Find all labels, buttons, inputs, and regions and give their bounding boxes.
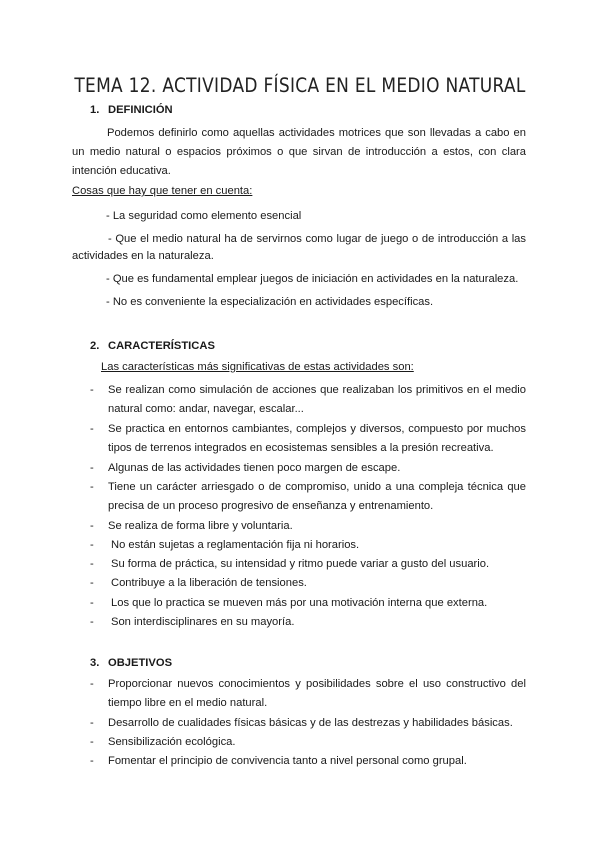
page-title: TEMA 12. ACTIVIDAD FÍSICA EN EL MEDIO NATURAL bbox=[74, 74, 526, 98]
consideration-item-cont: actividades en la naturaleza. bbox=[72, 250, 214, 262]
definition-paragraph: Podemos definirlo como aquellas actividades motrices que son llevadas a cabo en un medio natural o espacios próximos o que sirvan de introducción a estos, con clara intención educativa. bbox=[72, 127, 526, 178]
list-item: - Desarrollo de cualidades físicas básicas y de las destrezas y habilidades básicas. bbox=[90, 717, 513, 729]
list-item: - Los que lo practica se mueven más por una motivación interna que externa. bbox=[90, 597, 488, 609]
list-item: - Proporcionar nuevos conocimientos y posibilidades sobre el uso constructivo del tiempo libre en el medio natural. bbox=[90, 678, 526, 710]
section-heading-objetivos: 3. OBJETIVOS bbox=[90, 657, 173, 669]
list-item: - No están sujetas a reglamentación fija ni horarios. bbox=[90, 539, 360, 551]
list-item: - Se realizan como simulación de acciones que realizaban los primitivos en el medio natural como: andar, navegar, escalar... bbox=[90, 384, 526, 416]
list-item: - Tiene un carácter arriesgado o de compromiso, unido a una compleja técnica que precisa de un proceso progresivo de enseñanza y entrenamiento. bbox=[90, 481, 526, 513]
list-item: - Fomentar el principio de convivencia tanto a nivel personal como grupal. bbox=[90, 755, 467, 767]
list-item: - Son interdisciplinares en su mayoría. bbox=[90, 616, 295, 628]
list-item: - Su forma de práctica, su intensidad y ritmo puede variar a gusto del usuario. bbox=[90, 558, 490, 570]
consideration-item: - Que es fundamental emplear juegos de iniciación en actividades en la naturaleza. bbox=[106, 273, 519, 285]
subheading-caracteristicas: Las características más significativas de estas actividades son: bbox=[101, 361, 414, 373]
list-item: - Contribuye a la liberación de tensiones. bbox=[90, 577, 307, 589]
list-item: - Se practica en entornos cambiantes, complejos y diversos, compuesto por muchos tipos de terrenos integrados en ecosistemas sensibles a la presión recreativa. bbox=[90, 423, 526, 455]
consideration-item: - Que el medio natural ha de servirnos como lugar de juego o de introducción a las bbox=[108, 233, 526, 245]
list-item: - Sensibilización ecológica. bbox=[90, 736, 236, 748]
consideration-item: - La seguridad como elemento esencial bbox=[106, 210, 302, 222]
section-heading-definicion: 1. DEFINICIÓN bbox=[90, 104, 173, 116]
section-heading-caracteristicas: 2. CARACTERÍSTICAS bbox=[90, 340, 215, 352]
subheading-cosas: Cosas que hay que tener en cuenta: bbox=[72, 185, 253, 197]
list-item: - Se realiza de forma libre y voluntaria. bbox=[90, 520, 293, 532]
list-item: - Algunas de las actividades tienen poco margen de escape. bbox=[90, 462, 401, 474]
consideration-item: - No es conveniente la especialización en actividades específicas. bbox=[106, 296, 434, 308]
